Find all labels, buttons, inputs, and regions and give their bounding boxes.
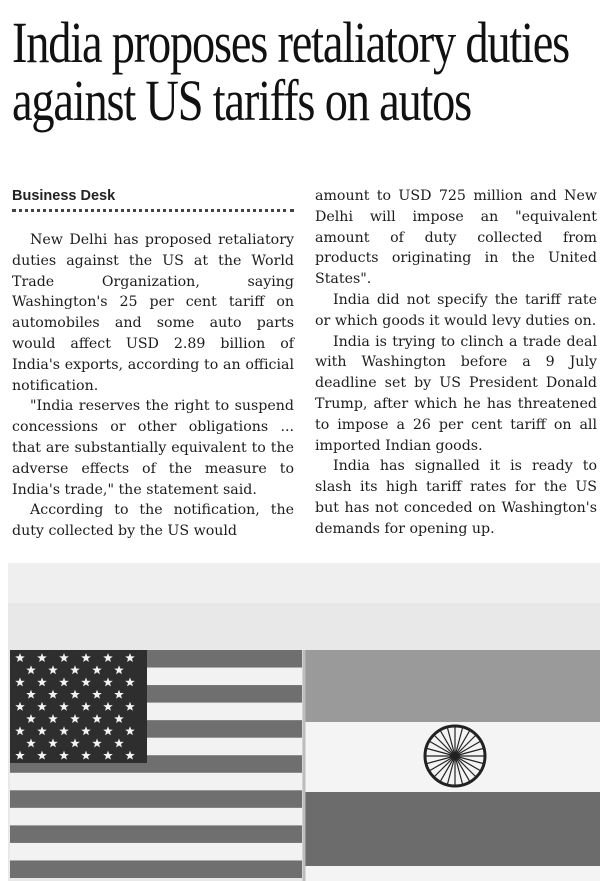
us-flag-icon xyxy=(10,650,302,878)
paragraph-3: According to the notification, the duty collected by the US would xyxy=(12,502,294,540)
article-column-right xyxy=(315,186,597,540)
headline xyxy=(12,10,569,133)
paragraph-4: India did not specify the tariff rate or which goods it would levy duties on. xyxy=(315,291,597,329)
headline-line-1: India proposes retaliatory duties xyxy=(12,10,569,75)
byline: Business Desk xyxy=(12,186,294,212)
paragraph-2: "India reserves the right to suspend concessions or other obligations ... that are substantially equivalent to the adverse effects of the measure to India's trade," the statement said. xyxy=(12,398,294,498)
headline-line-2: against US tariffs on autos xyxy=(12,68,472,133)
paragraph-1: New Delhi has proposed retaliatory duties against the US at the World Trade Organization, saying Washington's 25 per cent tariff on automobiles and some auto parts would affect USD 2.89 billion of India's exports, according to an official notification. xyxy=(12,232,294,394)
article-column-left xyxy=(12,186,294,542)
flags-photo xyxy=(8,563,600,881)
paragraph-5: India is trying to clinch a trade deal with Washington before a 9 July deadline set by US President Donald Trump, after which he has threatened to impose a 26 per cent tariff on all imported Indian goods. xyxy=(315,333,597,454)
ashoka-chakra-icon xyxy=(425,726,485,786)
paragraph-3-continued: amount to USD 725 million and New Delhi will impose an "equivalent amount of duty collected from products originating in the United States". xyxy=(315,188,597,288)
paragraph-6: India has signalled it is ready to slash its high tariff rates for the US but has not conceded on Washington's demands for opening up. xyxy=(315,458,597,537)
